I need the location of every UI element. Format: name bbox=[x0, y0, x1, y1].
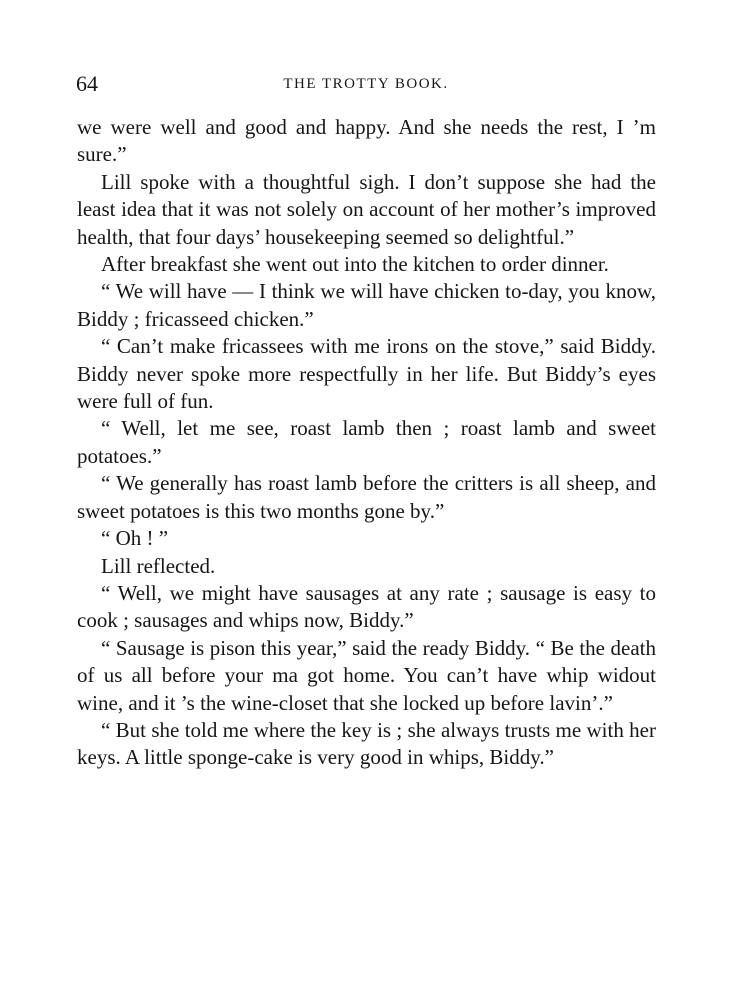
paragraph: Lill reflected. bbox=[101, 553, 216, 578]
paragraph: we were well and good and happy. And she needs the rest, I ’m sure.” bbox=[77, 115, 656, 167]
paragraph: Lill spoke with a thoughtful sigh. I don’t suppose she had the least idea that it was not solely on account of her mother’s improved health, that four days’ housekeeping seemed so delightful.” bbox=[77, 169, 656, 249]
paragraph: After breakfast she went out into the kitchen to order dinner. bbox=[101, 252, 609, 277]
paragraph: “ Can’t make fricassees with me irons on the stove,” said Biddy. Biddy never spoke more respectfully in her life. But Biddy’s eyes were full of fun. bbox=[77, 334, 656, 414]
paragraph: “ Sausage is pison this year,” said the ready Biddy. “ Be the death of us all before your ma got home. You can’t have whip widout wine, and it ’s the wine-closet that she locked up before lavin’.” bbox=[77, 635, 656, 715]
paragraph: “ Well, let me see, roast lamb then ; roast lamb and sweet potatoes.” bbox=[77, 416, 656, 468]
body-text bbox=[77, 114, 656, 772]
paragraph: “ Oh ! ” bbox=[101, 526, 169, 551]
paragraph: “ But she told me where the key is ; she always trusts me with her keys. A little sponge-cake is very good in whips, Biddy.” bbox=[77, 717, 656, 770]
paragraph: “ Well, we might have sausages at any rate ; sausage is easy to cook ; sausages and whips now, Biddy.” bbox=[77, 580, 656, 633]
page-number: 64 bbox=[76, 71, 98, 96]
paragraph: “ We will have — I think we will have chicken to-day, you know, Biddy ; fricasseed chicken.” bbox=[77, 279, 656, 331]
paragraph: “ We generally has roast lamb before the critters is all sheep, and sweet potatoes is this two months gone by.” bbox=[77, 471, 656, 523]
running-title: THE TROTTY BOOK. bbox=[283, 76, 449, 92]
running-head bbox=[76, 72, 656, 96]
